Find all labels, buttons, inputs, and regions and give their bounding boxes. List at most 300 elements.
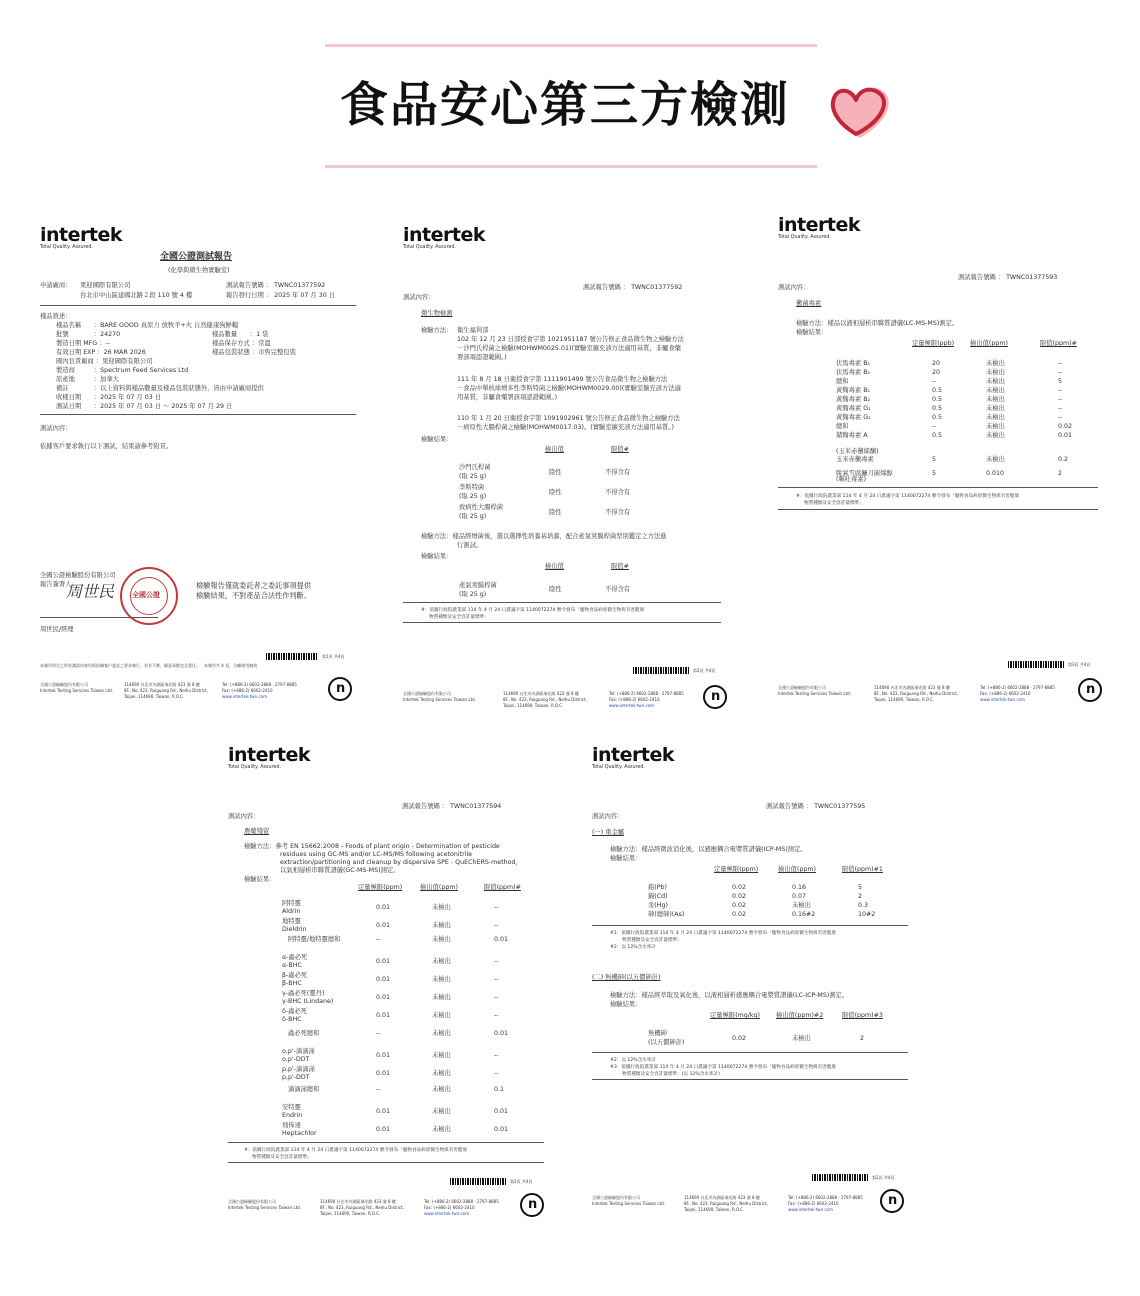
intertek-logo: intertek Total Quality. Assured. [403,224,485,250]
intertek-round-icon: n [328,677,352,701]
cell-limit: 0.1 [494,1086,505,1093]
cell-detected: 0.010 [986,470,1005,477]
table-row-sub: (以五價砷計) [648,1039,685,1046]
cell-limit: 2 [858,893,863,900]
cell-name: 鉛(Pb) [648,884,668,891]
cell-detected: 未檢出 [432,958,451,965]
cell-limit: 5 [858,884,863,891]
cell-detected: 0.16 [792,884,807,891]
cell-limit: 0.2 [1058,456,1069,463]
barcode [450,1178,506,1185]
footnote: #：依據行政院農業部 114 年 4 月 24 日農議字第 1140072274 號令發布「寵物食品病原微生物與有害健康 [244,1148,468,1153]
package-state: 樣品包裝狀態 ：市售完整包裝 [212,349,296,356]
exp-date: 有效日期 EXP ：26 MAR 2026 [56,349,146,356]
cell-limit: 不得含有 [605,489,631,496]
footer-fax: Fax: (+886-2) 6602-2410 [980,691,1031,696]
cell-detected: 未檢出 [986,387,1005,394]
table-row: 李斯特菌 [459,484,485,491]
top-divider [325,44,817,47]
notice-line-2: 檢驗結果，不對產品合法性作判斷。 [196,591,312,600]
col-detected: 檢出值 [545,563,564,570]
cell-name: 蟲必死總和 [288,1030,320,1037]
report-number: 測試報告號碼 ： TWNC01377592 [583,284,683,291]
footer-city: Taipei, 114690, Taiwan, R.O.C. [684,1207,745,1212]
cell-detected: 未檢出 [986,369,1005,376]
cell-detected: 未檢出 [432,1108,451,1115]
cell-name: 砷(總砷)(As) [648,911,685,918]
footer-web[interactable]: www.intertek-twn.com [788,1207,834,1212]
result-label: 檢驗結果： [244,876,276,883]
footnote: 物質種類及安全容許量標準」(以 12%含水率計) [622,1072,720,1077]
cell-name: 伏馬毒素 B₂ [836,369,871,376]
domestic-vendor: 國內負責廠商 ：果迎國際有限公司 [56,358,153,365]
cell-name: α-蟲必死 [282,954,308,961]
company-seal: 全國公證 [120,567,178,625]
signer-name: 周世民/經理 [40,626,74,633]
footer-web[interactable]: www.intertek-twn.com [424,1211,470,1216]
barcode [633,667,689,674]
signer-label: 報告簽署人： [40,581,78,588]
cell-detected: 未檢出 [432,1052,451,1059]
cell-limit: -- [1058,360,1063,367]
method-line: 以氣相層析串聯質譜儀(GC-MS-MS)測定。 [280,867,400,874]
footer-address: 114690 台北市內湖區瑞光路 423 號 8 樓 [320,1199,396,1204]
divider [403,622,721,623]
test-date: 測試日期 ：2025 年 07 月 03 日 ～ 2025 年 07 月 29 日 [56,403,233,410]
cell-limit: 不得含有 [605,509,631,516]
footer-company-en: Intertek Testing Services Taiwan Ltd. [778,691,851,696]
footer-tel: Tel: (+886-2) 6602-2888 · 2797-8885 [424,1199,499,1204]
cell-limit: 0.01 [494,1108,509,1115]
footnote: #1：依據行政院農業部 114 年 4 月 24 日農議字第 1140072274 號令發布「寵物食品病原微生物與有害健康 [610,931,837,936]
footer-tel: Tel: (+886-2) 6602-2888 · 2797-8885 [222,682,297,687]
cell-detected: 未檢出 [432,922,451,929]
barcode [812,1174,868,1181]
cell-name-en: Endrin [282,1112,303,1119]
intertek-logo: intertek Total Quality. Assured. [228,744,310,770]
content-label: 測試內容： [228,813,260,820]
cell-loq: -- [376,1086,381,1093]
method-line: 111 年 8 月 18 日衛授食字第 1111901499 號公告食品微生物之檢驗方法 [457,376,668,383]
cell-name: 阿特靈 [282,900,301,907]
signer-company: 全國公證檢驗股份有限公司 [40,572,116,579]
fine-print: 本報告所呈之所有測試內容均係依據客戶委託之要求執行。若有不實，願意承擔完全責任。 本報告共 4 頁，分離使用無效 [40,663,258,668]
cell-name: 總和 [836,378,849,385]
cell-limit: 2 [1058,470,1063,477]
cell-detected: 未檢出 [432,976,451,983]
cell-detected: 未檢出 [432,904,451,911]
footer-tel: Tel: (+886-2) 6602-2888 · 2797-8885 [609,691,684,696]
table-row-sub: (取 25 g) [459,473,487,480]
section-title: 黴菌毒素 [796,300,822,307]
cell-loq: 0.5 [932,414,943,421]
footer-address-en: 8F., No. 423, Ruiguang Rd., Neihu District, [320,1205,404,1210]
cell-detected: 0.16#2 [792,911,816,918]
cell-detected: 未檢出 [986,414,1005,421]
method-label: 檢驗方法：樣品經增菌後，選以選擇性培養基培養，配合產氣莢膜桿菌型別鑑定之方法進 [421,533,667,540]
storage: 樣品保存方式 ：常溫 [212,340,271,347]
divider [592,1052,908,1053]
report-page-2 [403,225,733,715]
barcode [1008,661,1064,668]
footer-address-en: 8F., No. 423, Ruiguang Rd., Neihu District, [874,691,958,696]
cell-limit: -- [494,958,499,965]
method-line: －食品中單核球增多性李斯特菌之檢驗(MOHWM0029.00)(實驗室擴充該方法適 [457,385,681,392]
footer-company-en: Intertek Testing Services Taiwan Ltd. [592,1201,665,1206]
cell-detected: 未檢出 [986,360,1005,367]
col-detected: 檢出值 [545,446,564,453]
cell-detected: 0.07 [792,893,807,900]
divider [592,1079,908,1080]
cell-name-en: δ-BHC [282,1016,302,1023]
cell-loq: 20 [932,369,941,376]
cell-name: p,p'-滴滴涕 [282,1066,315,1073]
cell-name: 黃麴毒素 B₂ [836,396,871,403]
origin: 原產地 ：加拿大 [56,376,119,383]
cell-limit: -- [1058,369,1063,376]
divider [40,617,158,618]
divider [40,305,356,306]
applicant-label: 申請廠商： [40,282,72,289]
cell-name: 滴滴涕總和 [288,1086,320,1093]
cell-limit: -- [1058,405,1063,412]
cell-limit: -- [1058,414,1063,421]
report-page-3 [778,215,1108,710]
cell-loq: -- [376,936,381,943]
footer-company-en: Intertek Testing Services Taiwan Ltd. [228,1205,301,1210]
cell-detected: 未檢出 [986,423,1005,430]
footnote: #2：以 12%含水率計 [610,945,657,950]
cell-name: 汞(Hg) [648,902,668,909]
intertek-logo: intertek Total Quality. Assured. [592,744,674,770]
footnote: #：依據行政院農業部 114 年 4 月 24 日農議字第 1140072274 號令發布「寵物食品病原微生物與有害健康 [421,608,645,613]
col-loq: 定量極限(ppm) [714,866,759,873]
cell-name-en: α-BHC [282,962,302,969]
result-label: 檢驗結果： [610,1001,642,1008]
mfg-date: 製造日期 MFG ：-- [56,340,110,347]
method-line: residues using GC-MS and/or LC-MS/MS following acetonitrile [280,851,473,858]
signature: 周世民 [66,582,115,601]
cell-loq: 0.01 [376,994,391,1001]
method-line: 衛生福利部 [457,327,489,334]
cell-loq: 0.01 [376,976,391,983]
report-number: 測試報告號碼 ： TWNC01377594 [402,803,502,810]
cell-name-en: β-BHC [282,980,302,987]
cell-name: 地特靈 [282,918,301,925]
footer-tel: Tel: (+886-2) 6602-2888 · 2797-8885 [980,685,1055,690]
report-heading: 全國公證測試報告 [160,252,233,262]
sample-name: 樣品名稱 ：BARE GOOD 真原力 放牧羊+火 自然健康狗鮮糧 [56,322,239,329]
result-label: 檢驗結果： [796,329,828,336]
section-title: 微生物檢測 [421,310,453,317]
cell-detected: 未檢出 [432,1086,451,1093]
cell-limit: -- [494,1070,499,1077]
cell-name: γ-蟲必死(靈丹) [282,990,325,997]
cell-loq: -- [376,1030,381,1037]
cell-detected: 未檢出 [432,1030,451,1037]
cell-loq: 0.5 [932,432,943,439]
divider [403,602,721,603]
report-page-1 [40,225,360,705]
cell-detected: 未檢出 [432,936,451,943]
cell-loq: 0.02 [732,884,747,891]
cell-limit: 2 [860,1035,865,1042]
cell-limit: 不得含有 [605,586,631,593]
cell-loq: 20 [932,360,941,367]
method-line: 檢驗方法：參考 EN 15662:2008 - Foods of plant origin - Determination of pesticide [244,843,500,850]
applicant-address: 台北市中山區建國北路２段 110 號 4 樓 [80,292,193,299]
report-number: 測試報告號碼 ： TWNC01377595 [766,803,866,810]
footnote: 物質種類及安全容許量標準」 [804,501,864,506]
method-line: extraction/partitioning and cleanup by dispersive SPE - QuEChERS-method， [280,859,522,866]
cell-detected: 未檢出 [792,902,811,909]
col-limit: 限值(ppm)#3 [842,1012,883,1019]
intertek-round-icon: n [520,1193,544,1217]
table-row-sub: (嘔吐毒素) [836,476,867,483]
cell-name: 赭麴毒素 A [836,432,868,439]
cell-limit: -- [494,1012,499,1019]
footer-tel: Tel: (+886-2) 6602-2888 · 2797-8885 [788,1195,863,1200]
method-line: 檢驗方法：樣品經微波消化後，以感應耦合電漿質譜儀(ICP-MS)測定。 [610,846,807,853]
page-title: 食品安心第三方檢測 [340,77,791,133]
receive-date: 收樣日期 ：2025 年 07 月 03 日 [56,394,162,401]
page-number: 第1頁 共4頁 [322,654,345,659]
cell-loq: 0.01 [376,958,391,965]
cell-limit: 0.3 [858,902,869,909]
report-number: 測試報告號碼 ： TWNC01377593 [958,274,1058,281]
cell-detected: 陰性 [549,489,562,496]
table-row: 沙門氏桿菌 [459,464,491,471]
col-loq: 定量極限(ppb) [912,340,955,347]
cell-name: 飛佈達 [282,1122,301,1129]
divider [778,509,1098,510]
cell-name-en: Heptachlor [282,1130,317,1137]
method-line: 行測試。 [457,542,483,549]
col-detected: 檢出值(ppm) [778,866,816,873]
cell-limit: -- [494,1052,499,1059]
page-number: 第2頁 共4頁 [510,1179,533,1184]
cell-loq: 0.5 [932,396,943,403]
cell-name: 玉米赤黴毒素 [836,456,874,463]
cell-name: 黃麴毒素 G₂ [836,414,871,421]
intertek-logo: intertek Total Quality. Assured. [40,224,122,250]
method-line: －病原性大腸桿菌之檢驗(MOHWM0017.03)。(實驗室擴充該方法適用基質。) [457,424,674,431]
cell-name: 伏馬毒素 B₁ [836,360,871,367]
method-line: 110 年 1 月 20 日衛授食字第 1091902961 號公告修正食品微生物之檢驗方法 [457,415,680,422]
footer-address-en: 8F., No. 423, Ruiguang Rd., Neihu District, [503,697,587,702]
table-row-sub: (玉米赤黴烯酮) [836,448,879,455]
method-line: 用基質，非屬食藥署該項認證範圍。) [457,394,558,401]
footnote: #：依據行政院農業部 114 年 4 月 24 日農議字第 1140072274 號令發布「寵物食品病原微生物與有害健康 [796,494,1020,499]
cell-loq: 0.02 [732,1035,747,1042]
footer-city: Taipei, 114690, Taiwan, R.O.C. [124,694,185,699]
footer-address-en: 8F., No. 423, Ruiguang Rd., Neihu District, [124,688,208,693]
cell-limit: 5 [1058,378,1063,385]
col-detected: 檢出值(ppm)#2 [776,1012,824,1019]
footer-address: 114690 台北市內湖區瑞光路 423 號 8 樓 [124,682,200,687]
footnote: 物質種類及安全容許量標準」 [429,615,489,620]
footer-address: 114690 台北市內湖區瑞光路 423 號 8 樓 [503,691,579,696]
method-line: 檢驗方法：樣品經萃取及氧化後，以液相層析感應耦合電漿質譜儀(LC-ICP-MS)測定。 [610,992,849,999]
cell-limit: 0.02 [1058,423,1073,430]
col-limit: 限值(ppm)#1 [842,866,883,873]
cell-limit: 不得含有 [605,469,631,476]
cell-loq: 0.5 [932,387,943,394]
content-label: 測試內容： [592,813,624,820]
notice-line-1: 檢驗報告僅就委託者之委託事項提供 [196,581,312,590]
barcode [266,653,318,660]
cell-name: 鎘(Cd) [648,893,668,900]
footer-city: Taipei, 114690, Taiwan, R.O.C. [320,1211,381,1216]
applicant-value: 果迎國際有限公司 [80,282,131,289]
cell-name: o,p'-滴滴涕 [282,1048,315,1055]
method-line: －沙門氏桿菌之檢驗(MOHWM0025.01)(實驗室擴充該方法適用基質，非屬食藥 [457,345,681,352]
cell-limit: -- [494,976,499,983]
cell-loq: -- [932,423,937,430]
col-loq: 定量極限(mg/kg) [710,1012,760,1019]
footer-city: Taipei, 114690, Taiwan, R.O.C. [503,703,564,708]
divider [778,487,1098,488]
method-line: 檢驗方法：樣品以液相層析串聯質譜儀(LC-MS-MS)測定。 [796,320,959,327]
cell-detected: 陰性 [549,509,562,516]
intertek-round-icon: n [1078,678,1102,702]
footnote: 物質種類及安全容許量標準」 [252,1155,312,1160]
cell-loq: 0.5 [932,405,943,412]
col-limit: 限值(ppm)# [1040,340,1077,347]
report-page-4 [228,745,558,1225]
cell-detected: 未檢出 [986,456,1005,463]
cell-loq: 0.01 [376,1070,391,1077]
col-limit: 限值# [611,446,629,453]
cell-name-en: Dieldrin [282,926,307,933]
cell-loq: 0.02 [732,911,747,918]
cell-detected: 陰性 [549,469,562,476]
cell-detected: 未檢出 [432,1070,451,1077]
content-label: 測試內容： [40,425,72,432]
divider [592,925,908,926]
cell-name: β-蟲必死 [282,972,308,979]
cell-limit: -- [1058,396,1063,403]
cell-name-en: γ-BHC (Lindane) [282,998,334,1005]
cell-loq: 0.01 [376,904,391,911]
footnote: 物質種類及安全容許量標準」 [622,938,682,943]
footer-fax: Fax: (+886-2) 6602-2410 [222,688,273,693]
method-label: 檢驗方法： [421,327,453,334]
cell-limit: -- [494,994,499,1001]
cell-detected: 陰性 [549,586,562,593]
cell-name: 阿特靈/地特靈總和 [288,936,341,943]
manufacturer: 製造商 ：Spectrum Feed Services Ltd [56,367,189,374]
page-number: 第2頁 共4頁 [693,668,716,673]
content-label: 測試內容： [403,294,435,301]
cell-detected: 未檢出 [986,378,1005,385]
result-label: 檢驗結果： [610,855,642,862]
report-number: 測試報告號碼 ： TWNC01377592 [226,282,326,289]
sample-qty: 樣品數量 ：1 袋 [212,331,269,338]
col-limit: 限值(ppm)# [484,884,521,891]
table-row-sub: (取 25 g) [459,493,487,500]
result-label: 檢驗結果： [421,436,453,443]
sample-label: 樣品敘述： [40,313,72,320]
footer-company-en: Intertek Testing Services Taiwan Ltd. [403,697,476,702]
cell-loq: 0.02 [732,893,747,900]
divider [40,414,356,415]
cell-name-en: p,p'-DDT [282,1074,310,1081]
cell-name: δ-蟲必死 [282,1008,308,1015]
footer-web[interactable]: www.intertek-twn.com [609,703,655,708]
intertek-round-icon: n [703,685,727,709]
cell-loq: 0.01 [376,1052,391,1059]
cell-loq: -- [932,378,937,385]
cell-detected: 未檢出 [432,1012,451,1019]
content-text: 依據客戶要求執行以下測試，結果請參考附頁。 [40,443,173,450]
section-title: (一) 重金屬 [592,829,625,836]
col-loq: 定量極限(ppm) [358,884,403,891]
footer-address: 114690 台北市內湖區瑞光路 423 號 8 樓 [684,1195,760,1200]
cell-limit: 0.01 [494,1126,509,1133]
table-row: 致病性大腸桿菌 [459,504,504,511]
cell-detected: 未檢出 [986,396,1005,403]
footer-company: 全國公證檢驗股份有限公司 [592,1195,640,1200]
intertek-logo: intertek Total Quality. Assured. [778,214,860,240]
report-subheading: (化學與微生物實驗室) [168,267,230,274]
divider [228,1142,544,1143]
col-limit: 限值# [611,563,629,570]
col-detected: 檢出值(ppm) [970,340,1008,347]
footer-company: 全國公證檢驗股份有限公司 [40,682,88,687]
footer-company: 全國公證檢驗股份有限公司 [403,691,451,696]
cell-loq: 0.01 [376,922,391,929]
col-detected: 檢出值(ppm) [420,884,458,891]
section-title: (二) 無機砷(以五價砷計) [592,974,661,981]
footer-company: 全國公證檢驗股份有限公司 [778,685,826,690]
footer-fax: Fax: (+886-2) 6602-2410 [788,1201,839,1206]
cell-name: 安特靈 [282,1104,301,1111]
method-line: 102 年 12 月 23 日部授食字第 1021951187 號公告修正食品微生物之檢驗方法 [457,336,684,343]
table-row: 無機砷 [648,1030,667,1037]
cell-limit: 0.01 [1058,432,1073,439]
cell-name: 脫氧雪腐鐮刀菌烯醇 [836,470,893,477]
footer-web[interactable]: www.intertek-twn.com [980,697,1026,702]
cell-name-en: Aldrin [282,908,301,915]
footer-web[interactable]: www.intertek-twn.com [222,694,268,699]
footer-company-en: Intertek Testing Services Taiwan Ltd. [40,688,113,693]
page-number: 第3頁 共4頁 [1068,662,1091,667]
remarks: 備註 ：以上資料與樣品數量及樣品包裝狀態外，皆由申請廠商提供 [56,385,264,392]
page-number: 第2頁 共4頁 [872,1175,895,1180]
table-row: 產氣莢膜桿菌 [459,582,497,589]
cell-name: 黃麴毒素 B₁ [836,387,871,394]
cell-loq: 5 [932,470,937,477]
issue-date: 報告發行日期 ： 2025 年 07 月 30 日 [226,292,336,299]
batch-no: 批號 ：24270 [56,331,121,338]
heart-icon [826,80,898,142]
cell-detected: 未檢出 [432,994,451,1001]
footer-city: Taipei, 114690, Taiwan, R.O.C. [874,697,935,702]
bottom-divider [325,165,817,168]
cell-limit: -- [1058,387,1063,394]
cell-limit: -- [494,904,499,911]
cell-name: 總和 [836,423,849,430]
content-label: 測試內容： [778,284,810,291]
result-label: 檢驗結果： [421,553,453,560]
cell-limit: 10#2 [858,911,876,918]
cell-detected: 未檢出 [986,432,1005,439]
table-row-sub: (取 25 g) [459,591,487,598]
cell-loq: 0.01 [376,1126,391,1133]
cell-name: 黃麴毒素 G₁ [836,405,871,412]
cell-detected: 未檢出 [986,405,1005,412]
